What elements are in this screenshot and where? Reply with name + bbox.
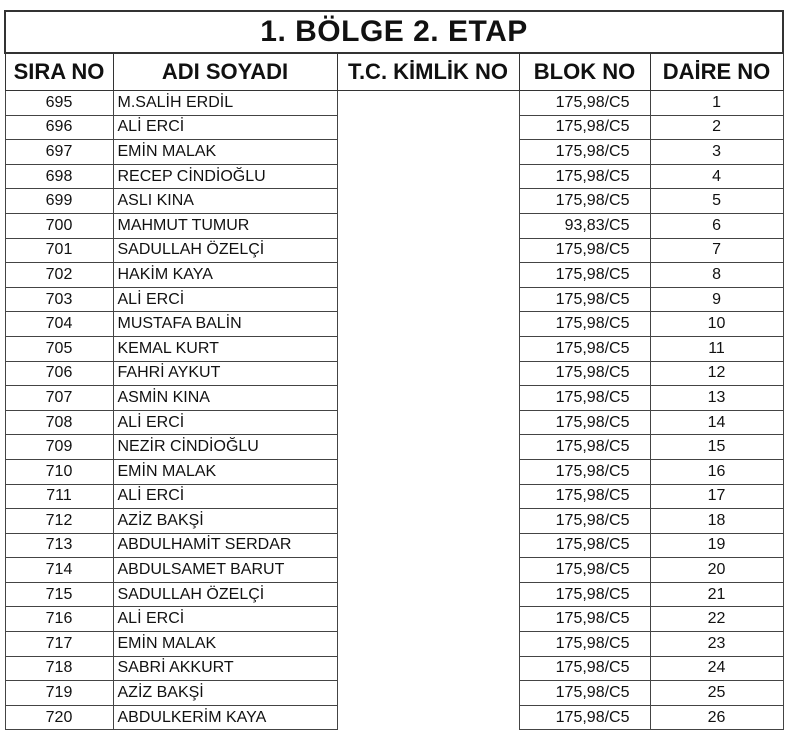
table-row — [5, 435, 783, 460]
daire-no-cell: 11 — [650, 336, 783, 361]
tc-kimlik-cell — [337, 558, 519, 583]
name-cell: EMİN MALAK — [113, 140, 337, 165]
tc-kimlik-cell — [337, 656, 519, 681]
sira-no-cell: 700 — [5, 213, 113, 238]
tc-kimlik-cell — [337, 582, 519, 607]
sira-no-cell: 719 — [5, 681, 113, 706]
blok-no-cell: 175,98/C5 — [519, 607, 650, 632]
tc-kimlik-cell — [337, 386, 519, 411]
header-tc-kimlik-no: T.C. KİMLİK NO — [337, 53, 519, 91]
blok-no-cell: 175,98/C5 — [519, 312, 650, 337]
blok-no-cell: 175,98/C5 — [519, 140, 650, 165]
table-row — [5, 238, 783, 263]
sira-no-cell: 706 — [5, 361, 113, 386]
name-cell: FAHRİ AYKUT — [113, 361, 337, 386]
daire-no-cell: 14 — [650, 410, 783, 435]
blok-no-cell: 175,98/C5 — [519, 91, 650, 116]
table-row — [5, 140, 783, 165]
table-row — [5, 656, 783, 681]
name-cell: ALİ ERCİ — [113, 410, 337, 435]
name-cell: MAHMUT TUMUR — [113, 213, 337, 238]
daire-no-cell: 16 — [650, 459, 783, 484]
name-cell: ALİ ERCİ — [113, 607, 337, 632]
name-cell: ABDULSAMET BARUT — [113, 558, 337, 583]
sira-no-cell: 701 — [5, 238, 113, 263]
tc-kimlik-cell — [337, 484, 519, 509]
blok-no-cell: 175,98/C5 — [519, 115, 650, 140]
name-cell: MUSTAFA BALİN — [113, 312, 337, 337]
blok-no-cell: 175,98/C5 — [519, 410, 650, 435]
blok-no-cell: 93,83/C5 — [519, 213, 650, 238]
sira-no-cell: 712 — [5, 509, 113, 534]
table-row — [5, 312, 783, 337]
name-cell: EMİN MALAK — [113, 632, 337, 657]
header-row — [5, 53, 783, 91]
name-cell: ASMİN KINA — [113, 386, 337, 411]
table-row — [5, 681, 783, 706]
table-row — [5, 164, 783, 189]
tc-kimlik-cell — [337, 91, 519, 116]
blok-no-cell: 175,98/C5 — [519, 705, 650, 730]
blok-no-cell: 175,98/C5 — [519, 336, 650, 361]
table-row — [5, 189, 783, 214]
name-cell: HAKİM KAYA — [113, 263, 337, 288]
sira-no-cell: 699 — [5, 189, 113, 214]
header-sira-no: SIRA NO — [5, 53, 113, 91]
blok-no-cell: 175,98/C5 — [519, 361, 650, 386]
daire-no-cell: 23 — [650, 632, 783, 657]
table-row — [5, 213, 783, 238]
table-row — [5, 287, 783, 312]
name-cell: M.SALİH ERDİL — [113, 91, 337, 116]
tc-kimlik-cell — [337, 410, 519, 435]
name-cell: AZİZ BAKŞİ — [113, 509, 337, 534]
name-cell: ABDULHAMİT SERDAR — [113, 533, 337, 558]
tc-kimlik-cell — [337, 164, 519, 189]
daire-no-cell: 15 — [650, 435, 783, 460]
tc-kimlik-cell — [337, 361, 519, 386]
blok-no-cell: 175,98/C5 — [519, 484, 650, 509]
daire-no-cell: 9 — [650, 287, 783, 312]
blok-no-cell: 175,98/C5 — [519, 238, 650, 263]
sira-no-cell: 709 — [5, 435, 113, 460]
table-row — [5, 632, 783, 657]
sira-no-cell: 702 — [5, 263, 113, 288]
sira-no-cell: 714 — [5, 558, 113, 583]
blok-no-cell: 175,98/C5 — [519, 189, 650, 214]
daire-no-cell: 18 — [650, 509, 783, 534]
daire-no-cell: 22 — [650, 607, 783, 632]
sira-no-cell: 704 — [5, 312, 113, 337]
blok-no-cell: 175,98/C5 — [519, 435, 650, 460]
blok-no-cell: 175,98/C5 — [519, 287, 650, 312]
name-cell: EMİN MALAK — [113, 459, 337, 484]
sira-no-cell: 697 — [5, 140, 113, 165]
sira-no-cell: 720 — [5, 705, 113, 730]
name-cell: SABRİ AKKURT — [113, 656, 337, 681]
table-row — [5, 459, 783, 484]
daire-no-cell: 10 — [650, 312, 783, 337]
daire-no-cell: 13 — [650, 386, 783, 411]
sira-no-cell: 703 — [5, 287, 113, 312]
table-row — [5, 386, 783, 411]
table-row — [5, 533, 783, 558]
sira-no-cell: 717 — [5, 632, 113, 657]
page-title: 1. BÖLGE 2. ETAP — [5, 11, 783, 53]
daire-no-cell: 20 — [650, 558, 783, 583]
daire-no-cell: 4 — [650, 164, 783, 189]
daire-no-cell: 17 — [650, 484, 783, 509]
tc-kimlik-cell — [337, 459, 519, 484]
tc-kimlik-cell — [337, 213, 519, 238]
tc-kimlik-cell — [337, 607, 519, 632]
sira-no-cell: 696 — [5, 115, 113, 140]
sira-no-cell: 713 — [5, 533, 113, 558]
table-row — [5, 336, 783, 361]
table-row — [5, 361, 783, 386]
blok-no-cell: 175,98/C5 — [519, 582, 650, 607]
name-cell: ABDULKERİM KAYA — [113, 705, 337, 730]
sira-no-cell: 705 — [5, 336, 113, 361]
name-cell: SADULLAH ÖZELÇİ — [113, 238, 337, 263]
blok-no-cell: 175,98/C5 — [519, 558, 650, 583]
blok-no-cell: 175,98/C5 — [519, 263, 650, 288]
tc-kimlik-cell — [337, 140, 519, 165]
tc-kimlik-cell — [337, 632, 519, 657]
table-row — [5, 91, 783, 116]
sira-no-cell: 711 — [5, 484, 113, 509]
daire-no-cell: 7 — [650, 238, 783, 263]
sira-no-cell: 708 — [5, 410, 113, 435]
blok-no-cell: 175,98/C5 — [519, 459, 650, 484]
daire-no-cell: 3 — [650, 140, 783, 165]
daire-no-cell: 5 — [650, 189, 783, 214]
daire-no-cell: 25 — [650, 681, 783, 706]
table-row — [5, 558, 783, 583]
name-cell: RECEP CİNDİOĞLU — [113, 164, 337, 189]
name-cell: SADULLAH ÖZELÇİ — [113, 582, 337, 607]
tc-kimlik-cell — [337, 509, 519, 534]
sira-no-cell: 716 — [5, 607, 113, 632]
tc-kimlik-cell — [337, 189, 519, 214]
table-row — [5, 582, 783, 607]
sira-no-cell: 718 — [5, 656, 113, 681]
sira-no-cell: 710 — [5, 459, 113, 484]
name-cell: AZİZ BAKŞİ — [113, 681, 337, 706]
sira-no-cell: 695 — [5, 91, 113, 116]
tc-kimlik-cell — [337, 533, 519, 558]
name-cell: ALİ ERCİ — [113, 287, 337, 312]
name-cell: ASLI KINA — [113, 189, 337, 214]
blok-no-cell: 175,98/C5 — [519, 533, 650, 558]
name-cell: KEMAL KURT — [113, 336, 337, 361]
table-row — [5, 410, 783, 435]
sira-no-cell: 707 — [5, 386, 113, 411]
blok-no-cell: 175,98/C5 — [519, 164, 650, 189]
daire-no-cell: 8 — [650, 263, 783, 288]
tc-kimlik-cell — [337, 115, 519, 140]
table-row — [5, 607, 783, 632]
blok-no-cell: 175,98/C5 — [519, 681, 650, 706]
blok-no-cell: 175,98/C5 — [519, 656, 650, 681]
tc-kimlik-cell — [337, 238, 519, 263]
daire-no-cell: 24 — [650, 656, 783, 681]
name-cell: ALİ ERCİ — [113, 484, 337, 509]
sira-no-cell: 715 — [5, 582, 113, 607]
tc-kimlik-cell — [337, 681, 519, 706]
table-row — [5, 484, 783, 509]
blok-no-cell: 175,98/C5 — [519, 509, 650, 534]
table-row — [5, 509, 783, 534]
daire-no-cell: 26 — [650, 705, 783, 730]
allocation-table — [4, 10, 784, 730]
tc-kimlik-cell — [337, 287, 519, 312]
daire-no-cell: 12 — [650, 361, 783, 386]
blok-no-cell: 175,98/C5 — [519, 386, 650, 411]
name-cell: ALİ ERCİ — [113, 115, 337, 140]
header-blok-no: BLOK NO — [519, 53, 650, 91]
document-sheet — [4, 10, 782, 730]
daire-no-cell: 19 — [650, 533, 783, 558]
daire-no-cell: 21 — [650, 582, 783, 607]
table-row — [5, 263, 783, 288]
tc-kimlik-cell — [337, 705, 519, 730]
table-row — [5, 705, 783, 730]
name-cell: NEZİR CİNDİOĞLU — [113, 435, 337, 460]
tc-kimlik-cell — [337, 312, 519, 337]
blok-no-cell: 175,98/C5 — [519, 632, 650, 657]
table-body — [5, 91, 783, 730]
daire-no-cell: 1 — [650, 91, 783, 116]
daire-no-cell: 2 — [650, 115, 783, 140]
header-adi-soyadi: ADI SOYADI — [113, 53, 337, 91]
tc-kimlik-cell — [337, 336, 519, 361]
sira-no-cell: 698 — [5, 164, 113, 189]
tc-kimlik-cell — [337, 263, 519, 288]
tc-kimlik-cell — [337, 435, 519, 460]
header-daire-no: DAİRE NO — [650, 53, 783, 91]
table-row — [5, 115, 783, 140]
daire-no-cell: 6 — [650, 213, 783, 238]
